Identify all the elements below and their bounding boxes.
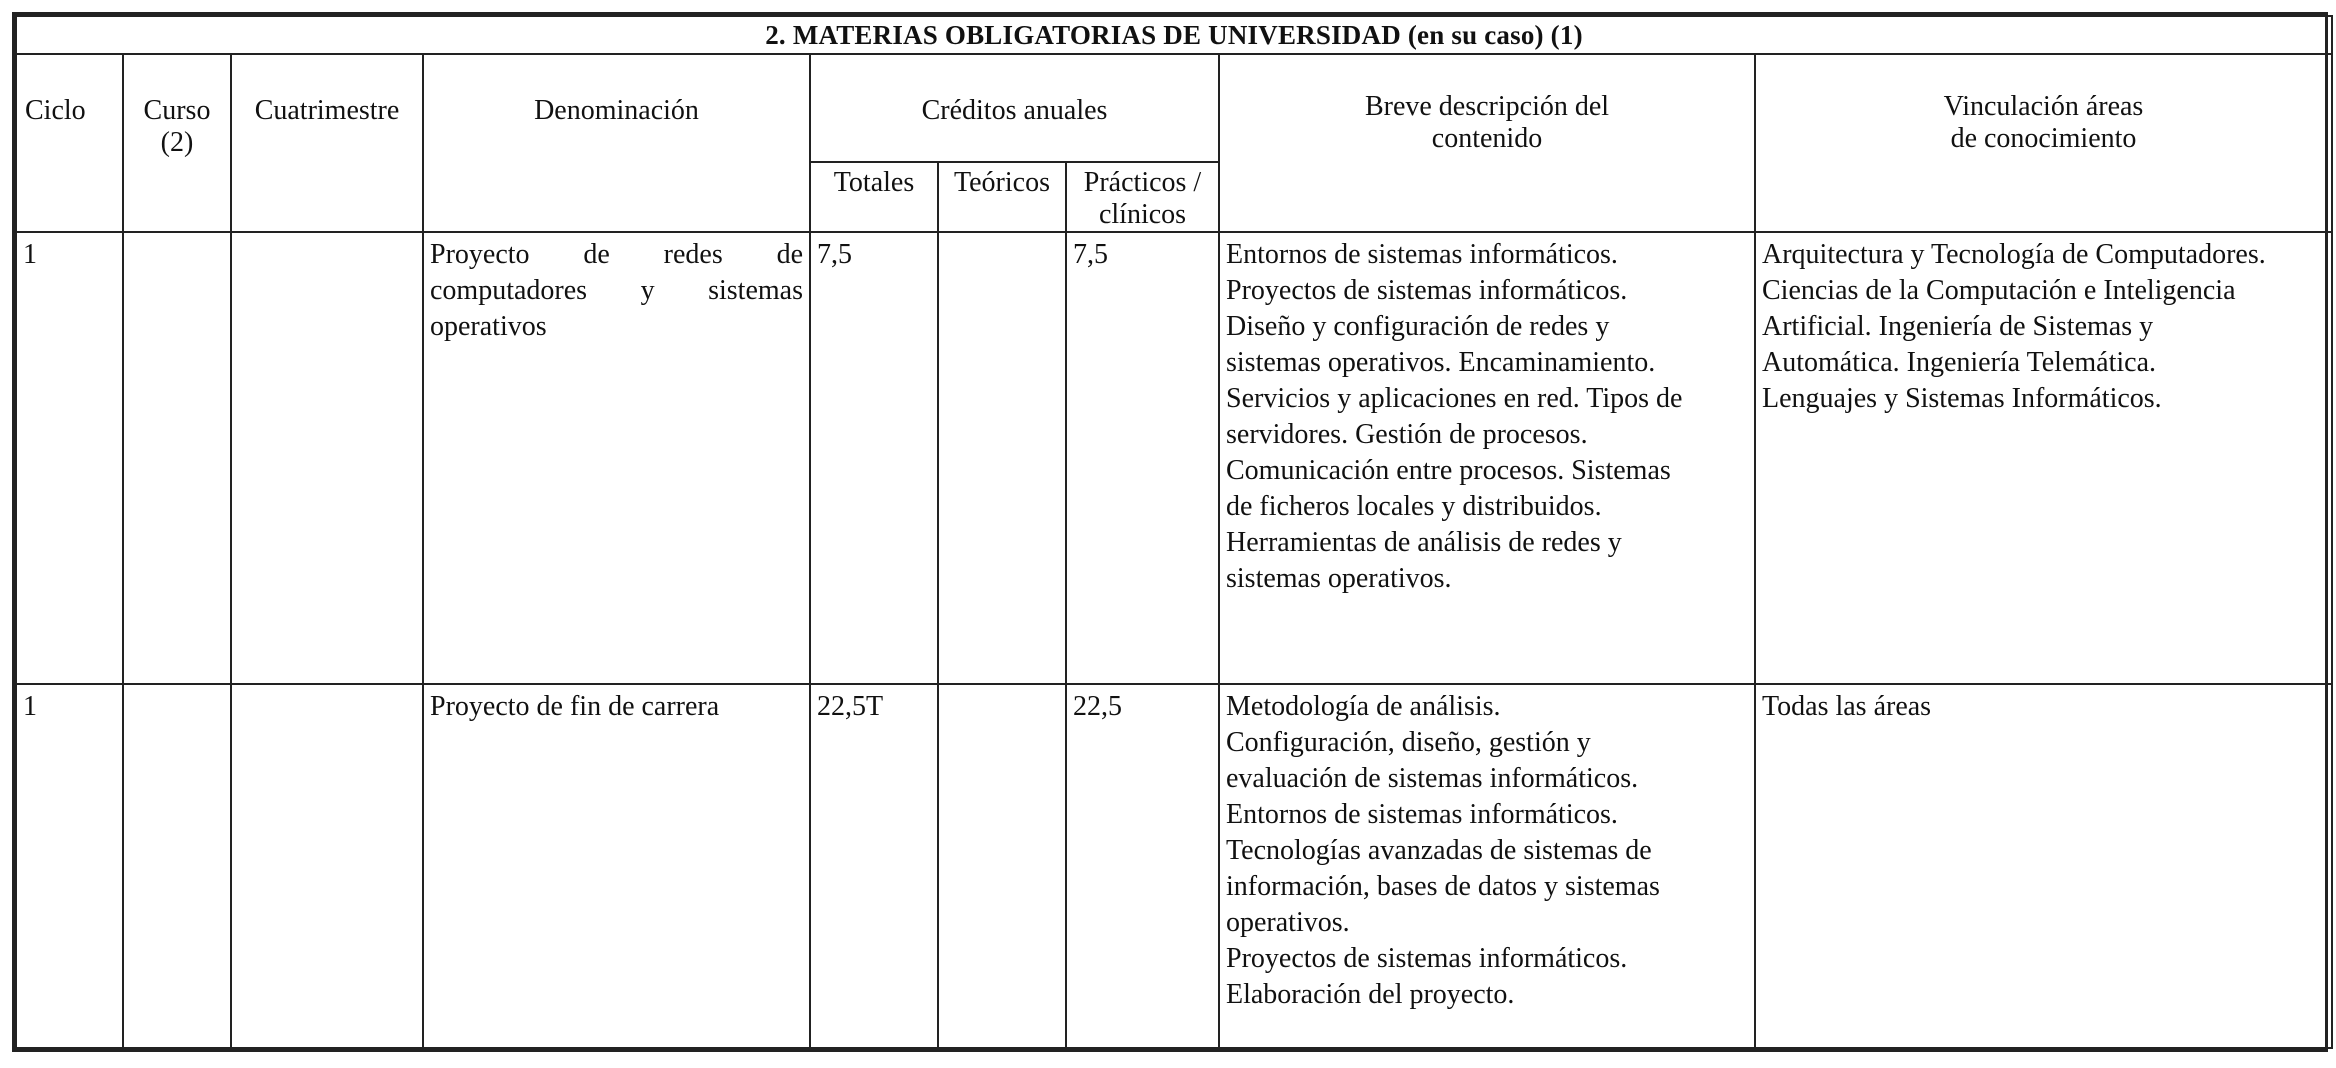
row1-denominacion (423, 232, 810, 684)
header-creditos-anuales: Créditos anuales (810, 54, 1219, 162)
row2-descripcion-line: operativos. (1226, 907, 1350, 938)
row2-descripcion-line: evaluación de sistemas informáticos. (1226, 763, 1639, 794)
row2-teoricos (938, 684, 1066, 1048)
header-vinculacion-line1: Vinculación áreas (1943, 91, 2144, 122)
row1-vinculacion-line: Automática. Ingeniería Telemática. (1762, 347, 2157, 378)
row1-teoricos (938, 232, 1066, 684)
row2-descripcion (1219, 684, 1755, 1048)
row1-descripcion (1219, 232, 1755, 684)
row2-descripcion-line: Configuración, diseño, gestión y (1226, 727, 1591, 758)
header-curso-label: Curso (143, 95, 211, 126)
row1-descripcion-line: Servicios y aplicaciones en red. Tipos de (1226, 383, 1683, 414)
row1-denominacion-line: Proyecto de redes de (430, 239, 803, 270)
row1-vinculacion-line: Artificial. Ingeniería de Sistemas y (1762, 311, 2154, 342)
row2-denominacion-line: Proyecto de fin de carrera (430, 691, 720, 722)
header-curso-note: (2) (160, 127, 194, 158)
row1-practicos: 7,5 (1066, 232, 1219, 684)
header-curso (123, 54, 231, 232)
header-teoricos: Teóricos (938, 162, 1066, 232)
row2-descripcion-line: Elaboración del proyecto. (1226, 979, 1515, 1010)
table-title: 2. MATERIAS OBLIGATORIAS DE UNIVERSIDAD (en su caso) (1) (16, 16, 2332, 54)
row2-denominacion (423, 684, 810, 1048)
row2-totales: 22,5T (810, 684, 938, 1048)
header-practicos-line2: clínicos (1098, 199, 1187, 230)
row1-cuatrimestre (231, 232, 423, 684)
row1-vinculacion (1755, 232, 2332, 684)
row1-descripcion-line: Diseño y configuración de redes y (1226, 311, 1610, 342)
row1-curso (123, 232, 231, 684)
row2-descripcion-line: Metodología de análisis. (1226, 691, 1501, 722)
row1-ciclo: 1 (16, 232, 123, 684)
header-descripcion-line2: contenido (1431, 123, 1543, 154)
row2-practicos: 22,5 (1066, 684, 1219, 1048)
row1-descripcion-line: de ficheros locales y distribuidos. (1226, 491, 1602, 522)
row1-descripcion-line: servidores. Gestión de procesos. (1226, 419, 1588, 450)
header-denominacion: Denominación (423, 54, 810, 232)
row2-descripcion-line: Entornos de sistemas informáticos. (1226, 799, 1618, 830)
subjects-table (15, 15, 2333, 1049)
row2-vinculacion-line: Todas las áreas (1762, 691, 1932, 722)
row1-descripcion-line: Comunicación entre procesos. Sistemas (1226, 455, 1671, 486)
subjects-table-frame (12, 12, 2328, 1052)
row1-descripcion-line: Proyectos de sistemas informáticos. (1226, 275, 1628, 306)
row1-descripcion-line: Herramientas de análisis de redes y (1226, 527, 1622, 558)
header-practicos-line1: Prácticos / (1083, 167, 1202, 198)
header-descripcion (1219, 54, 1755, 232)
table-row (16, 684, 2332, 1048)
row2-vinculacion (1755, 684, 2332, 1048)
header-practicos (1066, 162, 1219, 232)
header-totales: Totales (810, 162, 938, 232)
header-vinculacion (1755, 54, 2332, 232)
row1-descripcion-line: Entornos de sistemas informáticos. (1226, 239, 1618, 270)
row1-vinculacion-line: Lenguajes y Sistemas Informáticos. (1762, 383, 2162, 414)
header-ciclo: Ciclo (16, 54, 123, 232)
row1-descripcion-line: sistemas operativos. (1226, 563, 1452, 594)
row2-curso (123, 684, 231, 1048)
row1-vinculacion-line: Ciencias de la Computación e Inteligencia (1762, 275, 2236, 306)
row2-descripcion-line: Tecnologías avanzadas de sistemas de (1226, 835, 1652, 866)
header-cuatrimestre: Cuatrimestre (231, 54, 423, 232)
row1-denominacion-line: operativos (430, 311, 547, 342)
header-descripcion-line1: Breve descripción del (1364, 91, 1610, 122)
row2-descripcion-line: información, bases de datos y sistemas (1226, 871, 1660, 902)
row1-denominacion-line: computadores y sistemas (430, 275, 803, 306)
row2-ciclo: 1 (16, 684, 123, 1048)
row1-descripcion-line: sistemas operativos. Encaminamiento. (1226, 347, 1656, 378)
row1-totales: 7,5 (810, 232, 938, 684)
table-row (16, 232, 2332, 684)
row2-descripcion-line: Proyectos de sistemas informáticos. (1226, 943, 1628, 974)
row1-vinculacion-line: Arquitectura y Tecnología de Computadores. (1762, 239, 2266, 270)
header-vinculacion-line2: de conocimiento (1950, 123, 2137, 154)
row2-cuatrimestre (231, 684, 423, 1048)
